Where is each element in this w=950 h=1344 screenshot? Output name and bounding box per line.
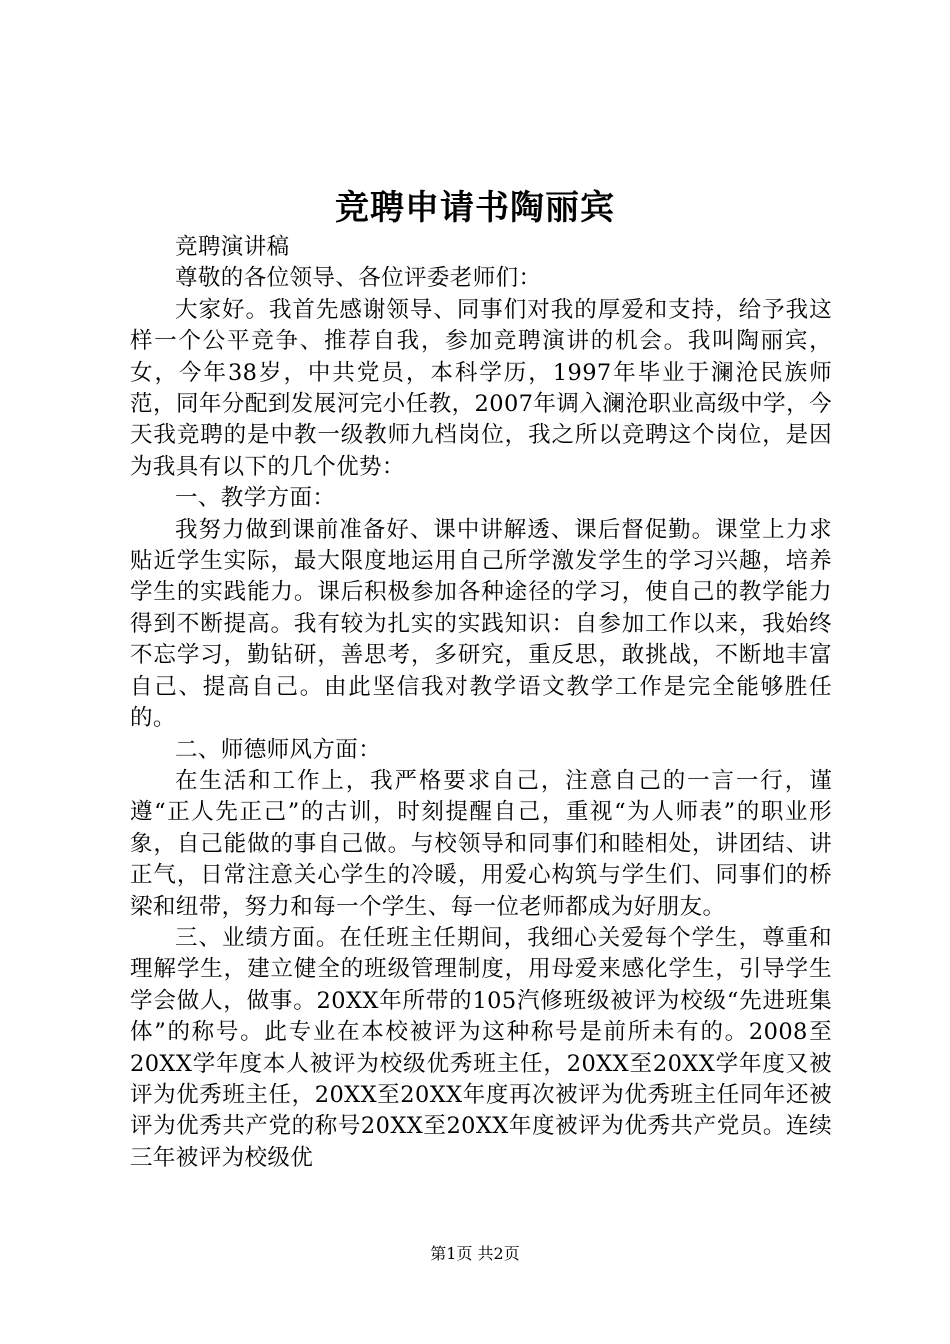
paragraph-heading-teaching: 一、教学方面： — [175, 485, 336, 512]
paragraph-ethics: 在生活和工作上，我严格要求自己，注意自己的一言一行，谨遵“正人先正己”的古训，时刻提醒自己，重视“为人师表”的职业形象，自己能做的事自己做。与校领导和同事们和睦相处，讲团结、讲正气，日常注意关心学生的冷暖，用爱心构筑与学生们、同事们的桥梁和纽带，努力和每一个学生、每一位老师都成为好朋友。 — [130, 767, 832, 920]
paragraph-achievements: 三、业绩方面。在任班主任期间，我细心关爱每个学生，尊重和理解学生，建立健全的班级管理制度，用母爱来感化学生，引导学生学会做人，做事。20XX年所带的105汽修班级被评为校级“先进班集体”的称号。此专业在本校被评为这种称号是前所未有的。2008至20XX学年度本人被评为校级优秀班主任，20XX至20XX学年度又被评为优秀班主任，20XX至20XX年度再次被评为优秀班主任同年还被评为优秀共产党的称号20XX至20XX年度被评为优秀共产党员。连续三年被评为校级优 — [130, 924, 832, 1171]
paragraph-heading-ethics: 二、师德师风方面： — [175, 736, 382, 763]
page-footer: 第1页 共2页 — [430, 1244, 520, 1263]
document-body — [130, 232, 832, 1174]
paragraph-introduction: 大家好。我首先感谢领导、同事们对我的厚爱和支持，给予我这样一个公平竞争、推荐自我，参加竞聘演讲的机会。我叫陶丽宾，女，今年38岁，中共党员，本科学历，1997年毕业于澜沧民族师范，同年分配到发展河完小任教，2007年调入澜沧职业高级中学，今天我竞聘的是中教一级教师九档岗位，我之所以竞聘这个岗位，是因为我具有以下的几个优势： — [130, 296, 832, 480]
document-title: 竞聘申请书陶丽宾 — [335, 188, 615, 228]
paragraph-teaching: 我努力做到课前准备好、课中讲解透、课后督促勤。课堂上力求贴近学生实际，最大限度地运用自己所学激发学生的学习兴趣，培养学生的实践能力。课后积极参加各种途径的学习，使自己的教学能力得到不断提高。我有较为扎实的实践知识：自参加工作以来，我始终不忘学习，勤钻研，善思考，多研究，重反思，敢挑战，不断地丰富自己、提高自己。由此坚信我对教学语文教学工作是完全能够胜任的。 — [130, 516, 832, 732]
paragraph-salutation: 尊敬的各位领导、各位评委老师们： — [175, 265, 542, 292]
paragraph-speech-label: 竞聘演讲稿 — [175, 234, 290, 260]
